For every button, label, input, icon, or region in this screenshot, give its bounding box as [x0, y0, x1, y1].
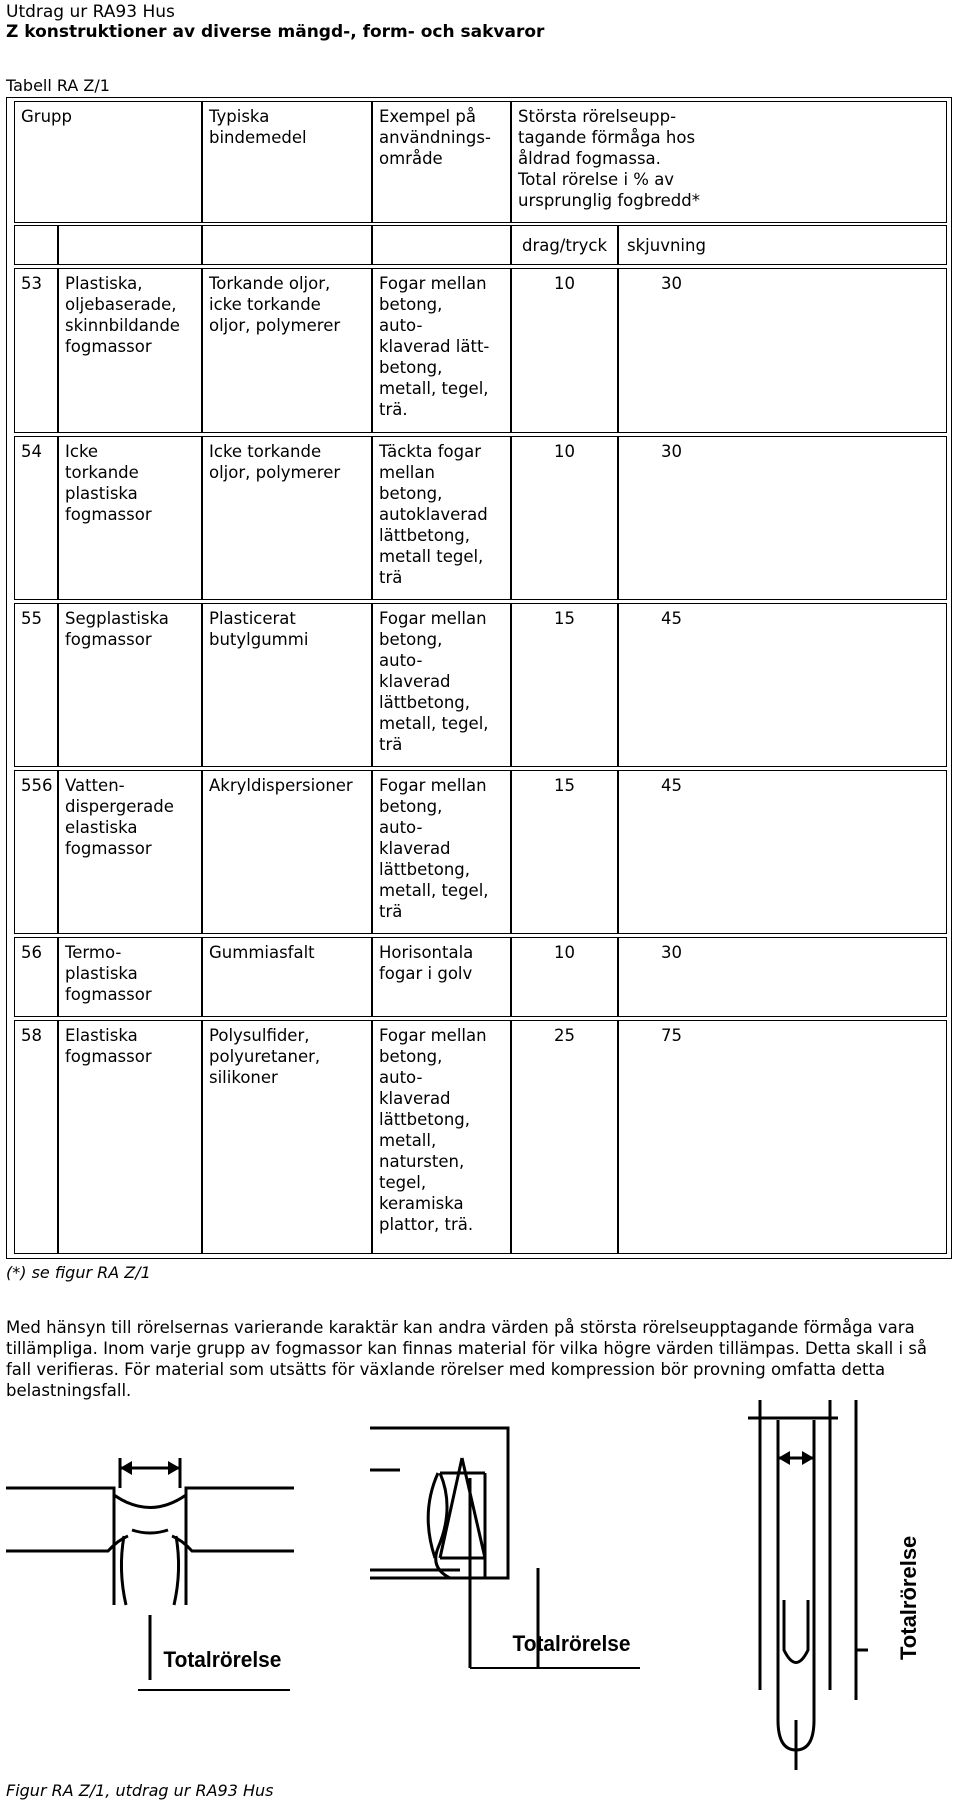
- subheader-blank-group: [58, 225, 202, 265]
- row-55-shear: 45: [618, 603, 947, 767]
- table-caption: Tabell RA Z/1: [6, 76, 110, 95]
- row-54-group: Icke torkande plastiska fogmassor: [58, 436, 202, 600]
- row-55-tension: 15: [511, 603, 618, 767]
- row-53-binder: Torkande oljor, icke torkande oljor, polymerer: [202, 268, 372, 433]
- row-556-example: Fogar mellan betong, auto- klaverad lättbetong, metall, tegel, trä: [372, 770, 511, 934]
- row-56-code: 56: [14, 937, 58, 1017]
- figure-1-label: Totalrörelse: [163, 1647, 282, 1673]
- row-54-code: 54: [14, 436, 58, 600]
- row-53-shear: 30: [618, 268, 947, 433]
- header-example: Exempel på användnings- område: [372, 101, 511, 223]
- subheader-blank-code: [14, 225, 58, 265]
- row-58-shear: 75: [618, 1020, 947, 1254]
- row-556-code: 556: [14, 770, 58, 934]
- document-title: Z konstruktioner av diverse mängd-, form- och sakvaror: [6, 22, 545, 42]
- row-58-group: Elastiska fogmassor: [58, 1020, 202, 1254]
- row-56-binder: Gummiasfalt: [202, 937, 372, 1017]
- row-58-tension: 25: [511, 1020, 618, 1254]
- header-binder: Typiska bindemedel: [202, 101, 372, 223]
- row-56-tension: 10: [511, 937, 618, 1017]
- row-53-tension: 10: [511, 268, 618, 433]
- row-55-code: 55: [14, 603, 58, 767]
- joint-figure-3: [738, 1400, 960, 1770]
- figure-2-label: Totalrörelse: [512, 1631, 631, 1657]
- header-movement: Största rörelseupp- tagande förmåga hos åldrad fogmassa. Total rörelse i % av ursprunglig fogbredd*: [511, 101, 947, 223]
- row-54-example: Täckta fogar mellan betong, autoklaverad lättbetong, metall tegel, trä: [372, 436, 511, 600]
- row-556-group: Vatten- dispergerade elastiska fogmassor: [58, 770, 202, 934]
- row-53-group: Plastiska, oljebaserade, skinnbildande fogmassor: [58, 268, 202, 433]
- row-54-shear: 30: [618, 436, 947, 600]
- row-55-example: Fogar mellan betong, auto- klaverad lättbetong, metall, tegel, trä: [372, 603, 511, 767]
- row-55-binder: Plasticerat butylgummi: [202, 603, 372, 767]
- subheader-blank-example: [372, 225, 511, 265]
- row-58-code: 58: [14, 1020, 58, 1254]
- subheader-blank-binder: [202, 225, 372, 265]
- row-556-tension: 15: [511, 770, 618, 934]
- row-56-example: Horisontala fogar i golv: [372, 937, 511, 1017]
- row-56-group: Termo- plastiska fogmassor: [58, 937, 202, 1017]
- row-58-binder: Polysulfider, polyuretaner, silikoner: [202, 1020, 372, 1254]
- row-55-group: Segplastiska fogmassor: [58, 603, 202, 767]
- row-58-example: Fogar mellan betong, auto- klaverad lättbetong, metall, natursten, tegel, keramiska plattor, trä.: [372, 1020, 511, 1254]
- row-54-tension: 10: [511, 436, 618, 600]
- row-53-example: Fogar mellan betong, auto- klaverad lätt- betong, metall, tegel, trä.: [372, 268, 511, 433]
- joint-figure-2: [370, 1418, 640, 1678]
- row-56-shear: 30: [618, 937, 947, 1017]
- figure-caption: Figur RA Z/1, utdrag ur RA93 Hus: [6, 1781, 274, 1800]
- row-556-shear: 45: [618, 770, 947, 934]
- figure-3-label: Totalrörelse: [896, 1535, 921, 1660]
- document-source-line: Utdrag ur RA93 Hus: [6, 2, 175, 22]
- subheader-shear: skjuvning: [618, 225, 947, 265]
- table-footnote: (*) se figur RA Z/1: [6, 1263, 151, 1282]
- header-group: Grupp: [14, 101, 202, 223]
- row-53-code: 53: [14, 268, 58, 433]
- subheader-tension: drag/tryck: [511, 225, 618, 265]
- body-paragraph: Med hänsyn till rörelsernas varierande karaktär kan andra värden på största rörelseupptagande förmåga vara tillämpliga. Inom varje grupp av fogmassor kan finnas material för vilka högre värden tillämpas. Detta skall i så fall verifieras. För material som utsätts för växlande rörelser med kompression bör provning omfatta detta belastningsfall.: [6, 1318, 928, 1400]
- row-556-binder: Akryldispersioner: [202, 770, 372, 934]
- row-54-binder: Icke torkande oljor, polymerer: [202, 436, 372, 600]
- joint-figure-1: [0, 1430, 300, 1700]
